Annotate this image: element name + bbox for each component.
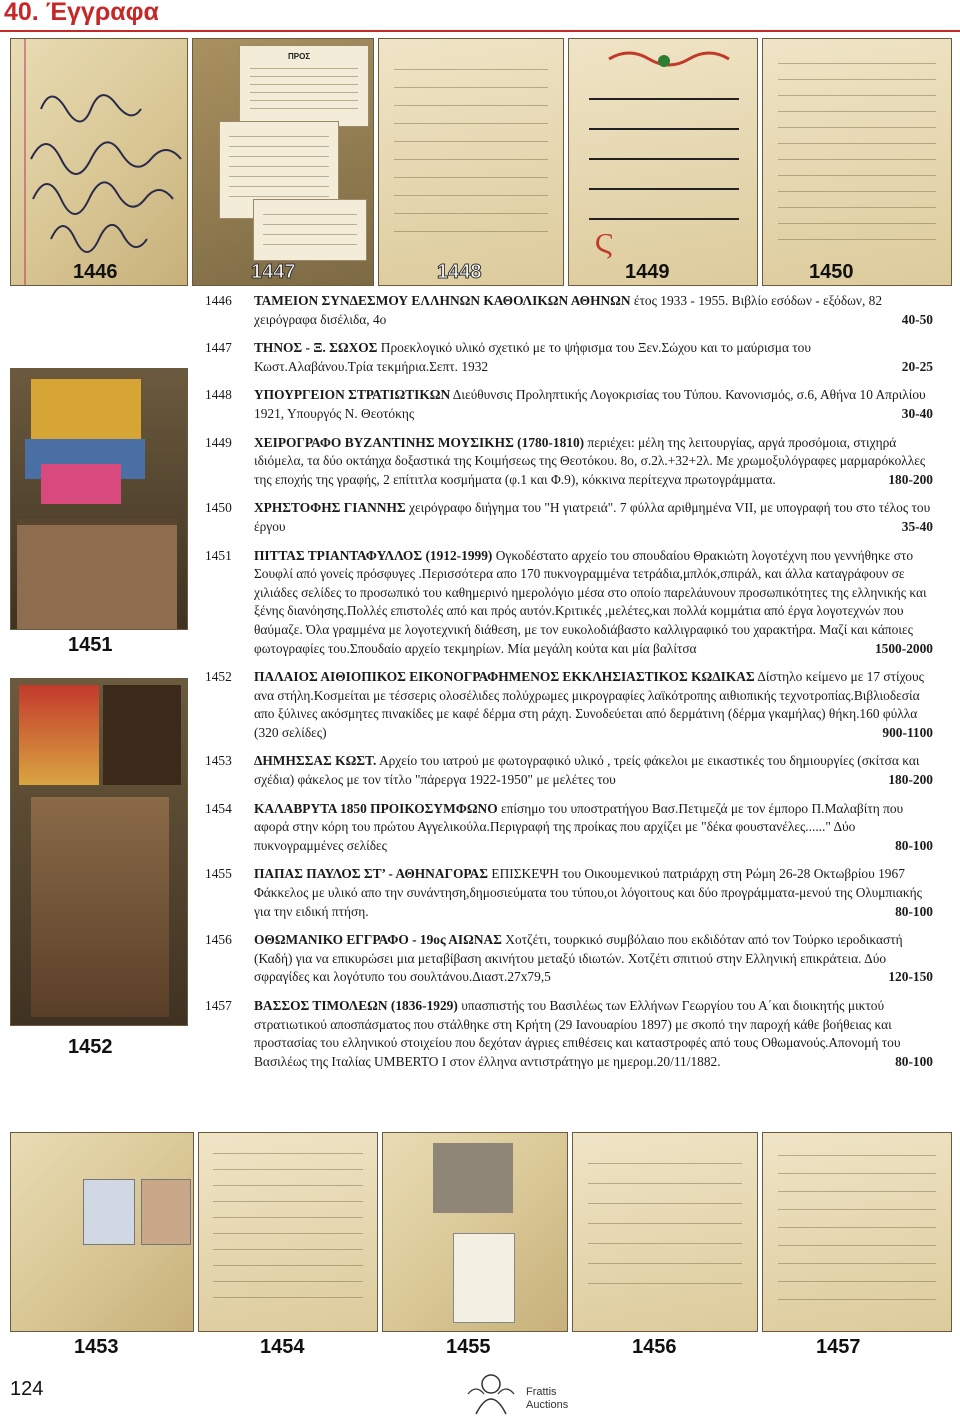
lot-description: υπασπιστής του Βασιλέως των Ελλήνων Γεωργίου του Α΄και διοικητής μικτού στρατιωτικού αποσπάσματος που στάλθηκε στη Κρήτη (29 Ιανουαρίου 1897) με σκοπό την παροχή κάθε βοήθειας και προστασίας του ελληνικού στοιχείου που δεχόταν άγριες επιθέσεις και καταστροφές από τους Οθωμανούς.Απονομή του Βασιλέως της Ιταλίας UMBERTO I στον έλληνα αντιστράτηγο με ημερομ.20/11/1882. xyxy=(254,998,901,1069)
icon-miniature xyxy=(19,685,99,785)
lot-price: 1500-2000 xyxy=(874,640,933,656)
lot-entry xyxy=(205,865,933,921)
header-divider xyxy=(0,30,960,32)
lot-price: 40-50 xyxy=(901,311,933,327)
photo-caption-1447: 1447 xyxy=(251,261,296,283)
lot-entry xyxy=(205,668,933,742)
lot-entry xyxy=(205,434,933,490)
lot-description: Αρχείο του ιατρού με φωτογραφικό υλικό , τρείς φάκελοι με εικαστικές του δημιουργίες (σκίτσα και σχέδια) φάκελος με τον τίτλο "πάρεργα 1922-1950" με μελέτες του xyxy=(254,753,920,788)
lot-title: ΚΑΛΑΒΡΥΤΑ 1850 ΠΡΟΙΚΟΣΥΜΦΩΝΟ xyxy=(254,800,498,816)
lot-price: 80-100 xyxy=(895,837,933,853)
lot-number: 1447 xyxy=(205,340,232,356)
photo-caption-1452: 1452 xyxy=(68,1036,113,1058)
photo-caption-1454: 1454 xyxy=(260,1336,305,1358)
lot-entry xyxy=(205,339,933,376)
lot-number: 1452 xyxy=(205,669,232,685)
lot-number: 1455 xyxy=(205,866,232,882)
lot-description: επίσημο του υποστρατήγου Βασ.Πετιμεζά με τον έμπορο Π.Μαλαβίτη που αφορά στην κόρη του πρώτου Αγγελικούλα.Περιγραφή της προίκας που αρχίζει με "δέκα φουστανέλες......" Δύο πυκνογραμμένες σελίδες xyxy=(254,800,904,853)
lot-title: ΧΡΗΣΤΟΦΗΣ ΓΙΑΝΝΗΣ xyxy=(254,500,406,516)
photo-1448 xyxy=(378,38,564,286)
lot-entry xyxy=(205,997,933,1071)
lot-price: 120-150 xyxy=(888,969,933,985)
lot-title: ΤΗΝΟΣ - Ξ. ΣΩΧΟΣ xyxy=(254,340,378,356)
lot-price: 180-200 xyxy=(888,471,933,487)
lot-list xyxy=(205,292,933,1081)
document-sheet xyxy=(239,45,369,127)
photo-1451 xyxy=(10,368,188,630)
lot-title: ΠΙΤΤΑΣ ΤΡΙΑΝΤΑΦΥΛΛΟΣ (1912-1999) xyxy=(254,547,493,563)
photo-1456 xyxy=(572,1132,758,1332)
lot-number: 1456 xyxy=(205,932,232,948)
lot-number: 1448 xyxy=(205,387,232,403)
publisher-logo-icon xyxy=(462,1364,520,1420)
suitcase xyxy=(17,519,177,630)
lot-price: 80-100 xyxy=(895,903,933,919)
lot-number: 1449 xyxy=(205,434,232,450)
portrait-sketch xyxy=(83,1179,135,1245)
lot-number: 1454 xyxy=(205,800,232,816)
svg-text:Ϛ: Ϛ xyxy=(595,229,614,260)
lot-price: 30-40 xyxy=(901,405,933,421)
lot-title: ΧΕΙΡΟΓΡΑΦΟ ΒΥΖΑΝΤΙΝΗΣ ΜΟΥΣΙΚΗΣ (1780-1810) xyxy=(254,434,585,450)
lot-description: έτος 1933 - 1955. Βιβλίο εσόδων - εξόδων, 82 χειρόγραφα δισέλιδα, 4ο xyxy=(254,293,883,327)
handwriting-graphic xyxy=(11,39,188,286)
lot-price: 900-1100 xyxy=(882,724,933,740)
lot-entry xyxy=(205,931,933,987)
press-photo xyxy=(433,1143,513,1213)
section-title: 40. Έγγραφα xyxy=(4,0,159,26)
photo-caption-1456: 1456 xyxy=(632,1336,677,1358)
lot-number: 1446 xyxy=(205,293,232,308)
lot-price: 180-200 xyxy=(888,772,933,788)
lot-title: ΔΗΜΗΣΣΑΣ ΚΩΣΤ. xyxy=(254,753,377,769)
lot-description: Ογκοδέστατο αρχείο του σπουδαίου Θρακιώτη λογοτέχνη που γεννήθηκε στο Σουφλί από γονείς πρόσφυγες .Περισσότερα απο 170 πυκνογραμμένα τετράδια,μπλόκ,σπιράλ, και άλλα καταγράφουν σε χιλιάδες σελίδες το προσωπικό του καθημερινό ημερολόγιο μέσα στο οποίο παρελάυνουν προσωπικότητες της ελληνικής και ξένης διανόησης.Πολλές επιστολές από και πρός αυτόν.Κριτικές ,μελέτες,και πολλά κομμάτια από έργα λογοτεχνών που θαύμαζε. Όλα γραμμένα με λογοτεχνική διάθεση, με τον ευκολοδιάβαστο καλλιγραφικό του χαρακτήρα. Μαζί και κάποιες φωτογραφίες του.Σπουδαίο αρχείο τεκμηρίων. Μία μεγάλη κούτα και μία βαλίτσα xyxy=(254,547,927,656)
lot-price: 20-25 xyxy=(901,358,933,374)
lot-description: Δίστηλο κείμενο με 17 στίχους ανα στήλη.Κοσμείται με τέσσερις ολοσέλιδες πολύχρωμες μικρογραφίες λαϊκότροπης αιθιοπικής τεχνοτροπίας.Βιβλιοδεσία απο ξύλινες ακόσμητες πινακίδες με καφέ δέρμα στη ράχη. Συνοδεύεται από δερμάτινη (δέρμα γκαμήλας) θήκη.160 φύλλα (320 σελίδες) xyxy=(254,669,924,740)
page-header xyxy=(0,0,960,30)
lot-entry xyxy=(205,292,933,329)
photo-1453 xyxy=(10,1132,194,1332)
photo-caption-1450: 1450 xyxy=(809,261,854,283)
photo-caption-1455: 1455 xyxy=(446,1336,491,1358)
lot-title: ΒΑΣΣΟΣ ΤΙΜΟΛΕΩΝ (1836-1929) xyxy=(254,998,458,1013)
lot-title: ΠΑΛΑΙΟΣ ΑΙΘΙΟΠΙΚΟΣ ΕΙΚΟΝΟΓΡΑΦΗΜΕΝΟΣ ΕΚΚΛΗΣΙΑΣΤΙΚΟΣ ΚΩΔΙΚΑΣ xyxy=(254,669,755,685)
publisher-line-1: Frattis xyxy=(526,1386,557,1398)
lot-number: 1451 xyxy=(205,547,232,563)
photo-caption-1449: 1449 xyxy=(625,261,670,283)
lot-description: Διεύθυνσις Προληπτικής Λογοκρισίας του Τύπου. Κανονισμός, σ.6, Αθήνα 10 Απριλίου 1921, Υπουργός Ν. Θεοτόκης xyxy=(254,387,926,421)
leather-case xyxy=(31,797,169,1017)
lot-price: 80-100 xyxy=(895,1053,933,1069)
lot-number: 1457 xyxy=(205,998,232,1013)
menu-card xyxy=(453,1233,515,1323)
photo-1454 xyxy=(198,1132,378,1332)
lot-number: 1453 xyxy=(205,753,232,769)
lot-description: περιέχει: μέλη της λειτουργίας, αργά προσόμοια, στιχηρά ιδιόμελα, τα δύο οκτάηχα δοξαστικά της Κοιμήσεως της Θεοτόκου. 8ο, σ.2λ.+32+2λ. Με χρωμοξυλόγραφες μαρμαρόκολλες της εποχής της γραφής, 2 επίτιτλα κοσμήματα (φ.1 και Φ.9), κόκκινα περίτεχνα πρωτογράμματα. xyxy=(254,434,926,487)
photo-caption-1451: 1451 xyxy=(68,634,113,656)
lot-entry xyxy=(205,800,933,856)
photo-1452 xyxy=(10,678,188,1026)
publisher-name xyxy=(526,1386,568,1412)
photo-1447 xyxy=(192,38,374,286)
photo-1449 xyxy=(568,38,758,286)
page-number: 124 xyxy=(10,1378,44,1400)
photo-caption-1448: 1448 xyxy=(437,261,482,283)
lot-description: Προεκλογικό υλικό σχετικό με το ψήφισμα του Ξεν.Σώχου και το μαύρισμα του Κωστ.Αλαβάνου.Τρία τεκμήρια.Σεπτ. 1932 xyxy=(254,340,812,374)
lot-entry xyxy=(205,499,933,536)
codex-cover xyxy=(103,685,181,785)
lot-price: 35-40 xyxy=(901,518,933,534)
photo-1446 xyxy=(10,38,188,286)
publisher-line-2: Auctions xyxy=(526,1399,569,1411)
lot-entry xyxy=(205,386,933,423)
notebook-stack xyxy=(31,379,141,439)
lot-description: Χοτζέτι, τουρκικό συμβόλαιο που εκδιδόταν από τον Τούρκο ιεροδικαστή (Καδή) για να επικυρώσει μια μεταβίβαση ακινήτου μεταξύ ιδιωτών. Χοτζέτι σπιτιού στην Ελληνική επικράτεια. Δύο σφραγίδες και λογότυπο του σουλτάνου.Διαστ.27x79,5 xyxy=(254,932,903,985)
lot-entry xyxy=(205,752,933,789)
lot-title: ΠΑΠΑΣ ΠΑΥΛΟΣ ΣΤ’ - ΑΘΗΝΑΓΟΡΑΣ xyxy=(254,866,489,882)
portrait-sketch xyxy=(141,1179,191,1245)
lot-entry xyxy=(205,547,933,659)
lot-description: ΕΠΙΣΚΕΨΗ του Οικουμενικού πατριάρχη στη Ρώμη 26-28 Οκτωβρίου 1967 Φάκκελος με υλικό απο την συνάντηση,δημοσιεύματα του τύπου,οι λόγοιτους και δύο προγράμματα-μενού της Ολυμπιακής για την ειδική πτήση. xyxy=(254,866,922,919)
card-sheet xyxy=(253,199,367,261)
lot-title: ΥΠΟΥΡΓΕΙΟΝ ΣΤΡΑΤΙΩΤΙΚΩΝ xyxy=(254,387,451,403)
photo-caption-1446: 1446 xyxy=(73,261,118,283)
photo-caption-1453: 1453 xyxy=(74,1336,119,1358)
lot-description: χειρόγραφο διήγημα του "Η γιατρειά". 7 φύλλα αριθμημένα VII, με υπογραφή του στο τέλος του έργου xyxy=(254,500,931,534)
lot-title: ΤΑΜΕΙΟΝ ΣΥΝΔΕΣΜΟΥ ΕΛΛΗΝΩΝ ΚΑΘΟΛΙΚΩΝ ΑΘΗΝΩΝ xyxy=(254,293,631,308)
photo-caption-1457: 1457 xyxy=(816,1336,861,1358)
photo-1457 xyxy=(762,1132,952,1332)
photo-1450 xyxy=(762,38,952,286)
notebook-stack xyxy=(41,464,121,504)
illumination-ornament xyxy=(569,39,758,286)
photo-1455 xyxy=(382,1132,568,1332)
lot-title: ΟΘΩΜΑΝΙΚΟ ΕΓΓΡΑΦΟ - 19ος ΑΙΩΝΑΣ xyxy=(254,932,502,948)
lot-number: 1450 xyxy=(205,500,232,516)
document-heading: ΠΡΟΣ xyxy=(288,52,311,61)
